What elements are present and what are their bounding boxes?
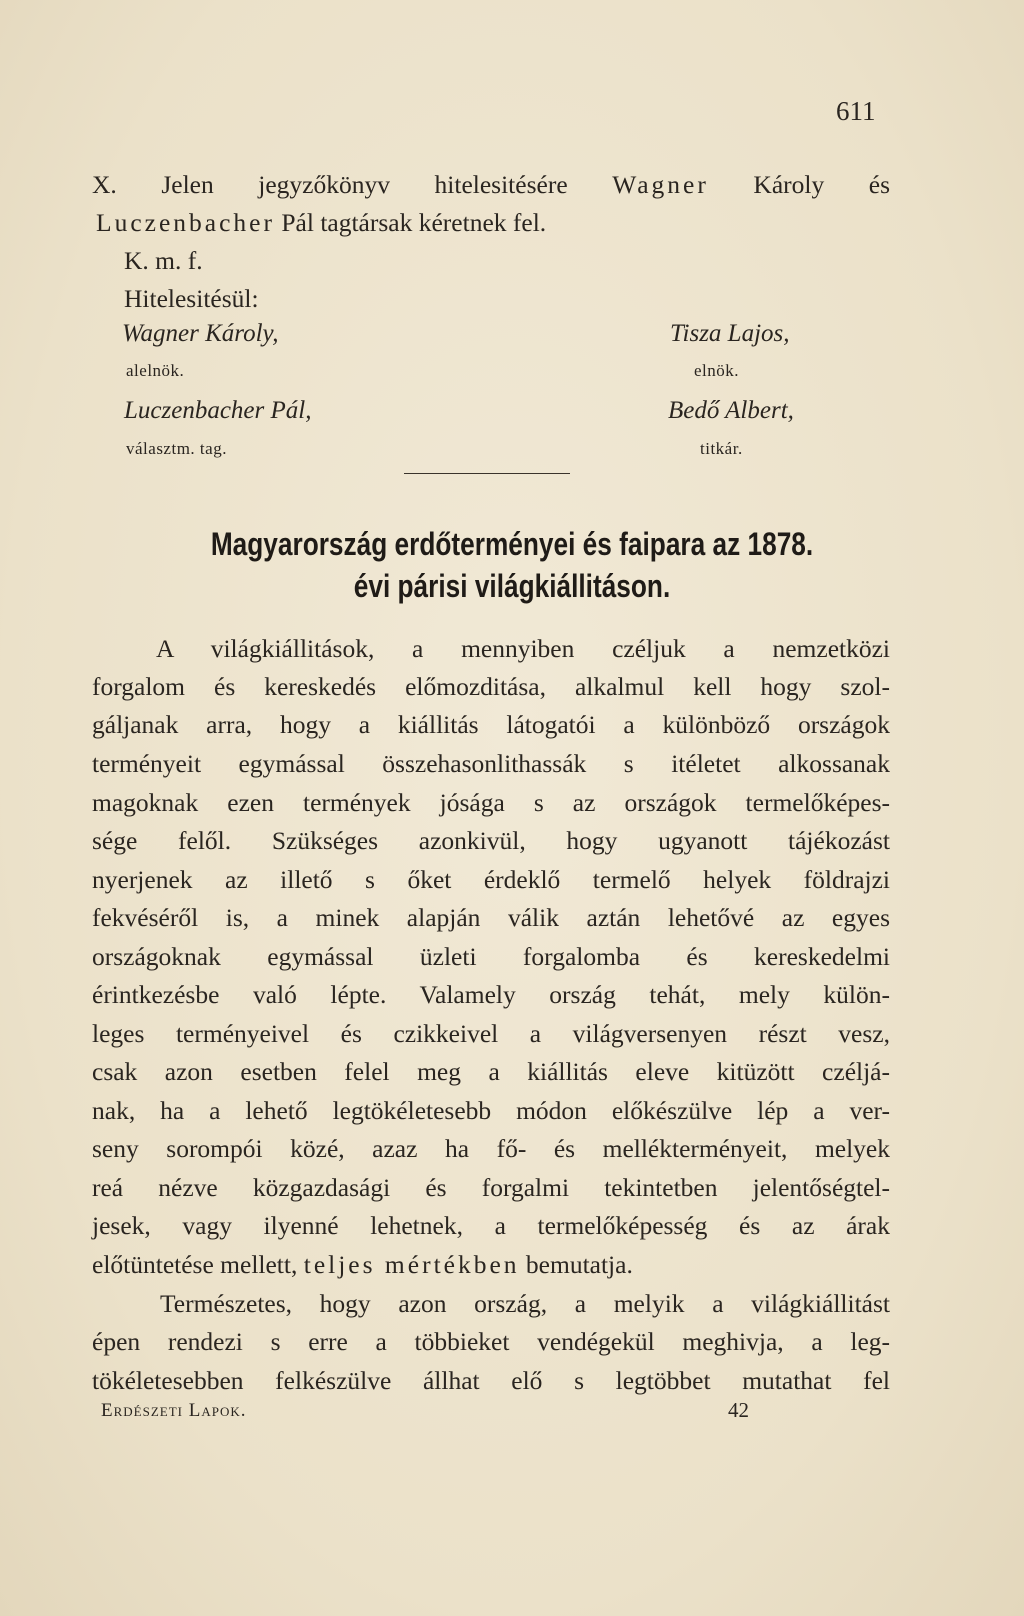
body-line: országoknak egymással üzleti forgalomba és kereskedelmi bbox=[92, 942, 890, 971]
footer-journal-name: Erdészeti Lapok. bbox=[101, 1400, 247, 1421]
body-line: épen rendezi s erre a többieket vendégekül meghivja, a leg- bbox=[92, 1327, 890, 1356]
body-line: seny sorompói közé, azaz ha fő- és mellékterményeit, melyek bbox=[92, 1134, 890, 1163]
body-line: gáljanak arra, hogy a kiállitás látogatói a különböző országok bbox=[92, 710, 890, 739]
article-title-line-1: Magyarország erdőterményei és faipara az 1878. bbox=[210, 526, 814, 562]
body-line: sége felől. Szükséges azonkivül, hogy ugyanott tájékozást bbox=[92, 826, 890, 855]
signature-bedo-role: titkár. bbox=[700, 439, 743, 458]
body-line: magoknak ezen termények jósága s az országok termelőképes- bbox=[92, 788, 890, 817]
footer-sheet-number: 42 bbox=[728, 1398, 749, 1422]
signature-wagner-role: alelnök. bbox=[126, 361, 185, 380]
body-line: terményeit egymással összehasonlithassák s itéletet alkossanak bbox=[92, 749, 890, 778]
body-line: tökéletesebben felkészülve állhat elő s legtöbbet mutathat fel bbox=[92, 1366, 890, 1395]
signature-luczenbacher-role: választm. tag. bbox=[126, 439, 227, 458]
body-line: nyerjenek az illető s őket érdeklő termelő helyek földrajzi bbox=[92, 865, 890, 894]
body-line-spaced-emphasis: teljes mértékben bbox=[303, 1250, 520, 1279]
intro-spaced-name-2: Luczenbacher bbox=[96, 208, 275, 237]
intro-line-2 bbox=[96, 204, 894, 242]
signature-tisza-role: elnök. bbox=[694, 361, 740, 380]
section-divider bbox=[404, 473, 570, 474]
body-line: nak, ha a lehető legtökéletesebb módon előkészülve lép a ver- bbox=[92, 1096, 890, 1125]
intro-line-2-text: Pál tagtársak kéretnek fel. bbox=[281, 208, 547, 237]
intro-line-4: Hitelesitésül: bbox=[124, 284, 259, 313]
signature-bedo: Bedő Albert, bbox=[668, 397, 794, 424]
body-line: A világkiállitások, a mennyiben czéljuk a nemzetközi bbox=[156, 634, 890, 663]
body-line: reá nézve közgazdasági és forgalmi tekintetben jelentőségtel- bbox=[92, 1173, 890, 1202]
body-line: érintkezésbe való lépte. Valamely ország tehát, mely külön- bbox=[92, 980, 890, 1009]
page-number: 611 bbox=[836, 96, 876, 126]
body-line: csak azon esetben felel meg a kiállitás eleve kitüzött czéljá- bbox=[92, 1057, 890, 1086]
intro-spaced-name-1: Wagner bbox=[612, 170, 709, 199]
body-line: jesek, vagy ilyenné lehetnek, a termelőképesség és az árak bbox=[92, 1211, 890, 1240]
body-line-spaced-start: előtüntetése mellett, bbox=[92, 1250, 298, 1279]
intro-line-3: K. m. f. bbox=[124, 246, 203, 275]
intro-line-1-end: Károly és bbox=[753, 170, 891, 199]
body-line: fekvéséről is, a minek alapján válik aztán lehetővé az egyes bbox=[92, 903, 890, 932]
signature-wagner: Wagner Károly, bbox=[122, 320, 279, 347]
signature-tisza: Tisza Lajos, bbox=[670, 320, 790, 347]
body-line-spaced-end: bemutatja. bbox=[525, 1250, 633, 1279]
intro-line-1-text: X. Jelen jegyzőkönyv hitelesitésére bbox=[92, 170, 568, 199]
body-line: forgalom és kereskedés előmozditása, alkalmul kell hogy szol- bbox=[92, 672, 890, 701]
article-title-line-2: évi párisi világkiállitáson. bbox=[353, 568, 671, 604]
body-line: Természetes, hogy azon ország, a melyik a világkiállitást bbox=[160, 1289, 890, 1318]
intro-line-1 bbox=[92, 166, 890, 204]
body-line-spaced bbox=[92, 1246, 784, 1284]
signature-luczenbacher: Luczenbacher Pál, bbox=[124, 397, 312, 424]
body-line: leges terményeivel és czikkeivel a világversenyen részt vesz, bbox=[92, 1019, 890, 1048]
